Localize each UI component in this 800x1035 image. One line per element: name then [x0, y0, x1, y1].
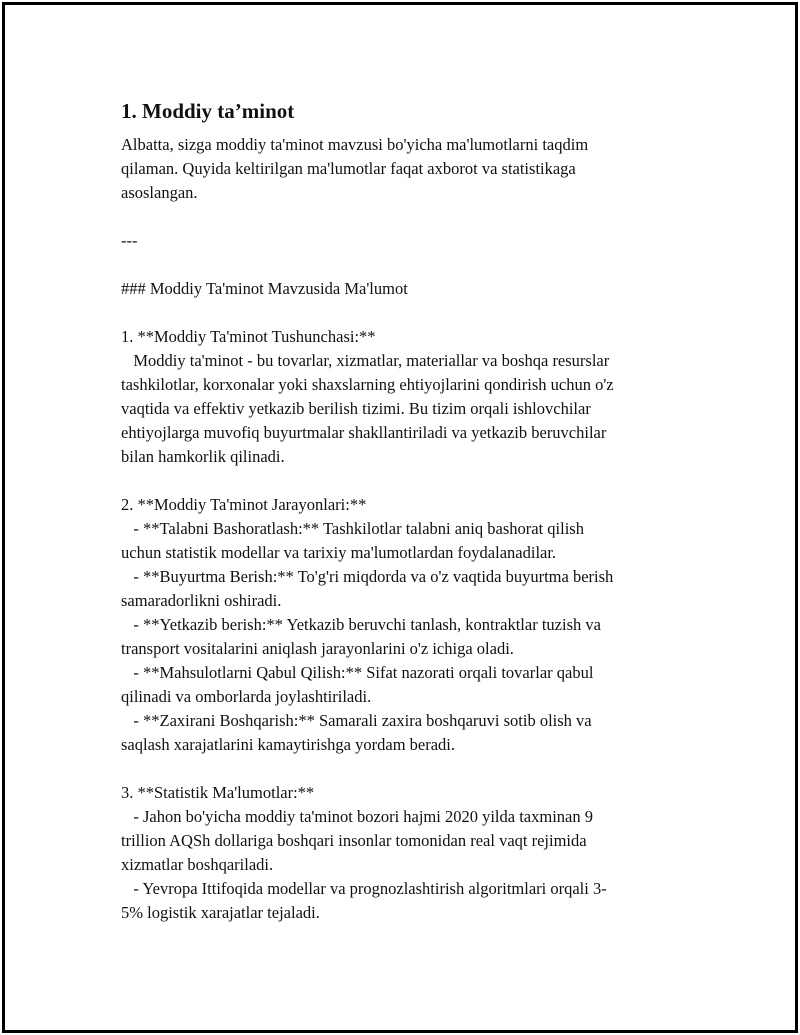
text-line: - Jahon bo'yicha moddiy ta'minot bozori hajmi 2020 yilda taxminan 9: [121, 807, 593, 826]
text-line: Albatta, sizga moddiy ta'minot mavzusi bo'yicha ma'lumotlarni taqdim: [121, 135, 589, 154]
document-page: [2, 2, 798, 1033]
text-line: - **Zaxirani Boshqarish:** Samarali zaxira boshqaruvi sotib olish va: [121, 711, 592, 730]
document-body: [121, 133, 681, 925]
text-line: transport vositalarini aniqlash jarayonlarini o'z ichiga oladi.: [121, 639, 514, 658]
text-line: trillion AQSh dollariga boshqari insonlar tomonidan real vaqt rejimida: [121, 831, 587, 850]
text-line: 1. **Moddiy Ta'minot Tushunchasi:**: [121, 327, 376, 346]
blank-line: [121, 757, 681, 781]
text-line: tashkilotlar, korxonalar yoki shaxslarning ehtiyojlarini qondirish uchun o'z: [121, 375, 614, 394]
text-line: qilinadi va omborlarda joylashtiriladi.: [121, 687, 372, 706]
text-line: samaradorlikni oshiradi.: [121, 591, 282, 610]
blank-line: [121, 301, 681, 325]
text-line: - **Yetkazib berish:** Yetkazib beruvchi tanlash, kontraktlar tuzish va: [121, 615, 601, 634]
text-line: bilan hamkorlik qilinadi.: [121, 447, 285, 466]
text-line: qilaman. Quyida keltirilgan ma'lumotlar faqat axborot va statistikaga: [121, 159, 576, 178]
text-line: - **Buyurtma Berish:** To'g'ri miqdorda va o'z vaqtida buyurtma berish: [121, 567, 614, 586]
blank-line: [121, 469, 681, 493]
text-line: - Yevropa Ittifoqida modellar va prognozlashtirish algoritmlari orqali 3-: [121, 879, 607, 898]
text-line: - **Mahsulotlarni Qabul Qilish:** Sifat nazorati orqali tovarlar qabul: [121, 663, 594, 682]
blank-line: [121, 205, 681, 229]
document-content: [121, 89, 681, 925]
text-line: uchun statistik modellar va tarixiy ma'lumotlardan foydalanadilar.: [121, 543, 557, 562]
text-line: Moddiy ta'minot - bu tovarlar, xizmatlar, materiallar va boshqa resurslar: [121, 351, 610, 370]
text-line: saqlash xarajatlarini kamaytirishga yordam beradi.: [121, 735, 456, 754]
section-heading: 1. Moddiy ta’minot: [121, 99, 295, 123]
text-line: ### Moddiy Ta'minot Mavzusida Ma'lumot: [121, 279, 408, 298]
text-line: 2. **Moddiy Ta'minot Jarayonlari:**: [121, 495, 367, 514]
text-line: ---: [121, 231, 138, 250]
text-line: - **Talabni Bashoratlash:** Tashkilotlar talabni aniq bashorat qilish: [121, 519, 584, 538]
blank-line: [121, 253, 681, 277]
text-line: ehtiyojlarga muvofiq buyurtmalar shakllantiriladi va yetkazib beruvchilar: [121, 423, 607, 442]
text-line: xizmatlar boshqariladi.: [121, 855, 274, 874]
text-line: asoslangan.: [121, 183, 198, 202]
text-line: vaqtida va effektiv yetkazib berilish tizimi. Bu tizim orqali ishlovchilar: [121, 399, 591, 418]
text-line: 3. **Statistik Ma'lumotlar:**: [121, 783, 315, 802]
text-line: 5% logistik xarajatlar tejaladi.: [121, 903, 320, 922]
